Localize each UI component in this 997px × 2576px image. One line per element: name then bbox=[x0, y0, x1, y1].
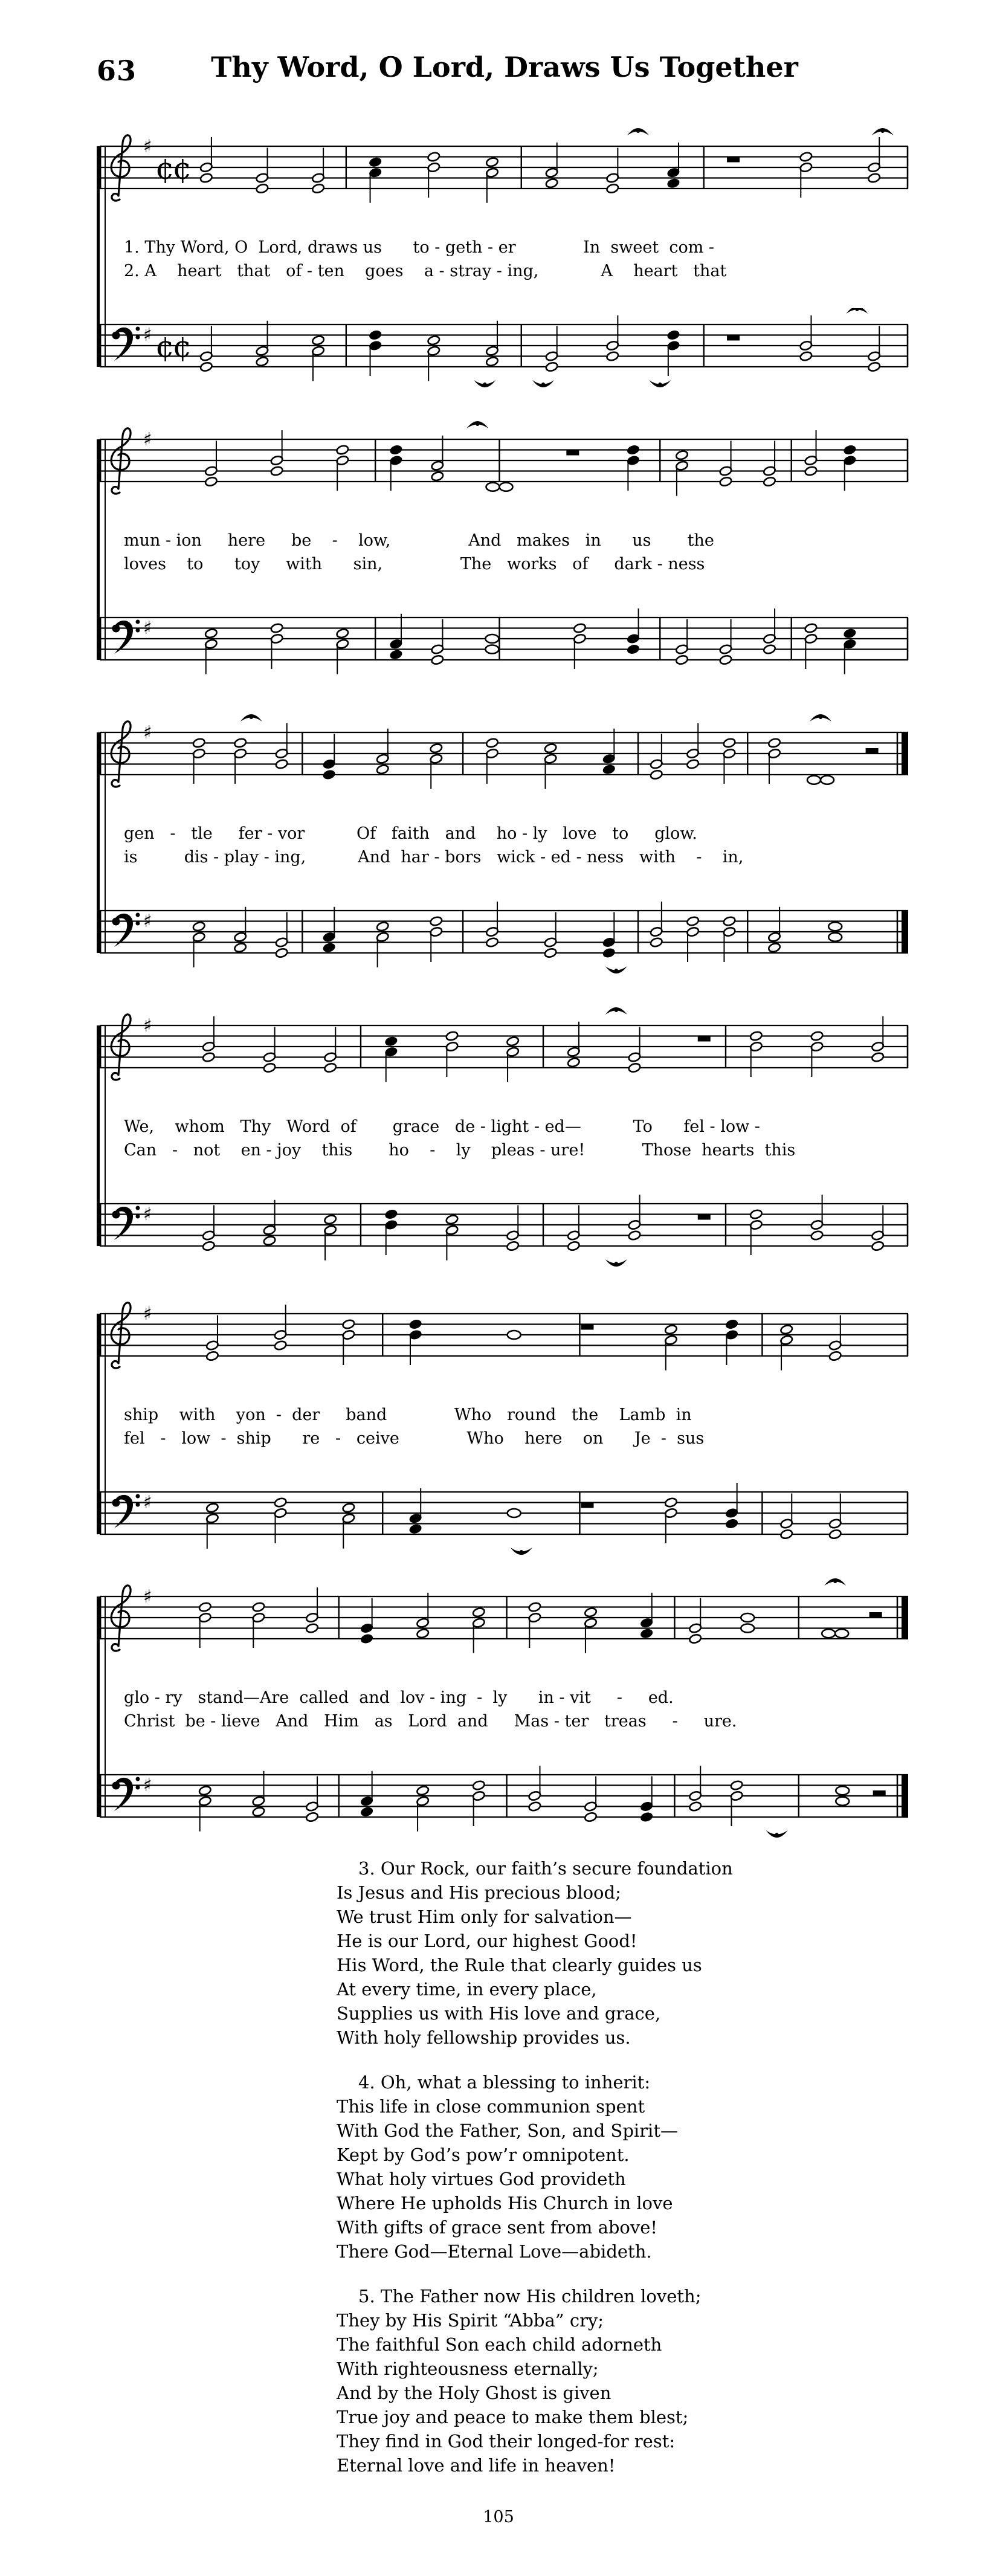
svg-text:♯: ♯ bbox=[143, 1492, 152, 1513]
lyrics-block bbox=[124, 822, 928, 869]
lyric-line-1: 1. Thy Word, O Lord, draws us to - geth - er In sweet com - bbox=[124, 238, 715, 257]
lyric-line-1: We, whom Thy Word of grace de - light - ed— To fel - low - bbox=[124, 1117, 760, 1136]
verse-line: With God the Father, Son, and Spirit— bbox=[337, 2120, 678, 2141]
svg-text:♯: ♯ bbox=[143, 1204, 152, 1225]
svg-text:♯: ♯ bbox=[143, 722, 152, 743]
verse-line: And by the Holy Ghost is given bbox=[337, 2383, 611, 2403]
verse-line: The faithful Son each child adorneth bbox=[337, 2334, 662, 2355]
lyric-line-2: loves to toy with sin, The works of dark - ness bbox=[124, 555, 705, 573]
verse-line: At every time, in every place, bbox=[337, 1979, 597, 2000]
svg-text:¢¢: ¢¢ bbox=[155, 151, 190, 186]
verse-line: We trust Him only for salvation— bbox=[337, 1906, 632, 1927]
verse-line: Where He upholds His Church in love bbox=[337, 2193, 673, 2213]
verse-line: There God—Eternal Love—abideth. bbox=[337, 2241, 652, 2262]
verse-line: 5. The Father now His children loveth; bbox=[358, 2286, 702, 2306]
lyrics-block bbox=[124, 1403, 928, 1450]
treble-staff bbox=[100, 695, 909, 816]
treble-staff bbox=[100, 988, 909, 1109]
page-title: Thy Word, O Lord, Draws Us Together bbox=[211, 51, 798, 83]
page-number: 105 bbox=[483, 2508, 514, 2526]
verse-line: He is our Lord, our highest Good! bbox=[337, 1931, 637, 1951]
verse-line: They find in God their longed-for rest: bbox=[337, 2431, 676, 2452]
verse-stanza-4 bbox=[337, 2070, 911, 2264]
svg-text:♯: ♯ bbox=[143, 136, 152, 157]
hymn-number: 63 bbox=[97, 54, 137, 87]
treble-staff bbox=[100, 109, 909, 230]
music-system-1 bbox=[0, 109, 997, 429]
lyrics-block bbox=[124, 529, 928, 576]
svg-text:¢¢: ¢¢ bbox=[155, 329, 190, 364]
svg-text:♯: ♯ bbox=[143, 324, 152, 346]
verse-line: What holy virtues God provideth bbox=[337, 2169, 626, 2189]
verse-line: With gifts of grace sent from above! bbox=[337, 2217, 658, 2238]
music-system-2 bbox=[0, 402, 997, 722]
verse-line: This life in close communion spent bbox=[337, 2096, 645, 2117]
verse-line: Eternal love and life in heaven! bbox=[337, 2455, 616, 2476]
verse-line: His Word, the Rule that clearly guides us bbox=[337, 1955, 702, 1975]
lyric-line-1: mun - ion here be - low, And makes in us the bbox=[124, 531, 714, 550]
music-system-4 bbox=[0, 988, 997, 1308]
verse-line: 3. Our Rock, our faith’s secure foundation bbox=[358, 1858, 733, 1879]
verse-line: Kept by God’s pow’r omnipotent. bbox=[337, 2145, 630, 2165]
verse-line: With righteousness eternally; bbox=[337, 2358, 599, 2379]
lyric-line-2: is dis - play - ing, And har - bors wick - ed - ness with - in, bbox=[124, 848, 744, 867]
svg-text:♯: ♯ bbox=[143, 911, 152, 932]
verse-line: 4. Oh, what a blessing to inherit: bbox=[358, 2072, 651, 2093]
svg-text:♯: ♯ bbox=[143, 1015, 152, 1036]
verse-line: Supplies us with His love and grace, bbox=[337, 2003, 661, 2024]
verse-line: They by His Spirit “Abba” cry; bbox=[337, 2310, 604, 2331]
treble-staff bbox=[100, 1276, 909, 1397]
svg-text:♯: ♯ bbox=[143, 429, 152, 450]
svg-text:♯: ♯ bbox=[143, 618, 152, 639]
lyrics-block bbox=[124, 1115, 928, 1162]
verse-line: Is Jesus and His precious blood; bbox=[337, 1882, 621, 1903]
verse-stanza-3 bbox=[337, 1856, 911, 2050]
lyric-line-1: ship with yon - der band Who round the Lamb in bbox=[124, 1406, 692, 1424]
svg-text:♯: ♯ bbox=[143, 1586, 152, 1607]
lyrics-block bbox=[124, 236, 928, 283]
verse-line: True joy and peace to make them blest; bbox=[337, 2407, 689, 2427]
treble-staff bbox=[100, 1559, 909, 1680]
lyric-line-1: gen - tle fer - vor Of faith and ho - ly love to glow. bbox=[124, 824, 697, 843]
lyric-line-2: Can - not en - joy this ho - ly pleas - ure! Those hearts this bbox=[124, 1141, 796, 1160]
svg-text:♯: ♯ bbox=[143, 1303, 152, 1325]
lyrics-block bbox=[124, 1686, 928, 1733]
lyric-line-2: 2. A heart that of - ten goes a - stray - ing, A heart that bbox=[124, 262, 727, 280]
lyric-line-1: glo - ry stand—Are called and lov - ing - ly in - vit - ed. bbox=[124, 1688, 674, 1707]
music-system-5 bbox=[0, 1276, 997, 1596]
verses-block bbox=[337, 1856, 911, 2498]
verse-stanza-5 bbox=[337, 2284, 911, 2478]
verse-line: With holy fellowship provides us. bbox=[337, 2027, 631, 2048]
svg-text:♯: ♯ bbox=[143, 1775, 152, 1796]
music-system-6 bbox=[0, 1559, 997, 1879]
music-system-3 bbox=[0, 695, 997, 1015]
lyric-line-2: Christ be - lieve And Him as Lord and Mas - ter treas - ure. bbox=[124, 1712, 737, 1731]
treble-staff bbox=[100, 402, 909, 523]
lyric-line-2: fel - low - ship re - ceive Who here on Je - sus bbox=[124, 1429, 705, 1448]
